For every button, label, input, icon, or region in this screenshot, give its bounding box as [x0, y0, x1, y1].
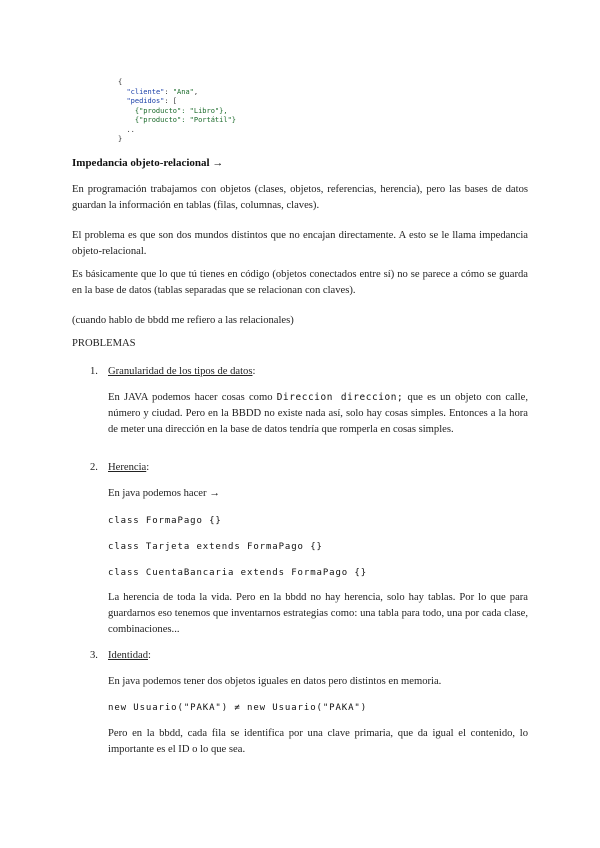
granularidad-text-before: En JAVA podemos hacer cosas como [108, 392, 277, 403]
inline-code-direccion: Direccion direccion; [276, 392, 404, 403]
json-pedidos-key: "pedidos" [126, 97, 165, 105]
json-item-1: {"producto": "Libro"}, [134, 106, 228, 115]
list-title-herencia [108, 462, 149, 473]
list-title-suffix: : [148, 650, 151, 661]
list-title-suffix: : [252, 366, 256, 377]
list-title-text: Granularidad de los tipos de datos [108, 366, 253, 377]
granularidad-paragraph [108, 390, 528, 438]
granularidad-text-after: que es un objeto con calle, número y ciudad. Pero en la BBDD no existe nada así, solo hay cosas simples. Entonces a la hora de meter una dirección en la base de datos tendría que romperla en cosas simples. [108, 392, 528, 435]
intro-paragraph-4: (cuando hablo de bbdd me refiero a las relacionales) [72, 315, 294, 326]
list-title-suffix: : [146, 462, 150, 473]
code-line-usuario: new Usuario("PAKA") ≠ new Usuario("PAKA") [108, 703, 368, 713]
list-title-granularidad [108, 366, 255, 377]
list-title-identidad [108, 650, 151, 661]
list-number-1: 1. [90, 366, 98, 377]
list-number-2: 2. [90, 462, 98, 473]
herencia-paragraph: La herencia de toda la vida. Pero en la bbdd no hay herencia, solo hay tablas. Por lo que para guardarnos eso tenemos que inventarnos estrategias como: una tabla para todo, una por cada clase, combinaciones... [108, 592, 528, 635]
json-item-2: {"producto": "Portátil"} [134, 116, 237, 124]
json-open: { [118, 78, 123, 86]
json-cliente-key: "cliente" [126, 87, 165, 96]
intro-paragraph-1: En programación trabajamos con objetos (clases, objetos, referencias, herencia), pero las bases de datos guardan la información en tablas (filas, columnas, claves). [72, 184, 528, 211]
json-ellipsis: .. [126, 125, 135, 134]
intro-paragraph-3: Es básicamente que lo que tú tienes en código (objetos conectados entre sí) no se parece a cómo se guarda en la base de datos (tablas separadas que se relacionan con claves). [72, 269, 528, 296]
identidad-paragraph: Pero en la bbdd, cada fila se identifica por una clave primaria, que da igual el contenido, lo importante es el ID o lo que sea. [108, 728, 528, 755]
json-close: } [118, 135, 123, 143]
list-title-text: Herencia [108, 462, 147, 473]
json-cliente-value: "Ana" [172, 87, 194, 96]
section-heading: Impedancia objeto-relacional → [72, 157, 224, 169]
json-code-snippet: { "cliente": "Ana", "pedidos": [ {"producto": "Libro"}, {"producto": "Portátil"} .. } [118, 78, 237, 143]
list-number-3: 3. [90, 650, 98, 661]
code-line-tarjeta: class Tarjeta extends FormaPago {} [108, 542, 323, 552]
code-line-formapago: class FormaPago {} [108, 516, 222, 526]
list-title-text: Identidad [108, 650, 149, 661]
herencia-intro: En java podemos hacer → [108, 488, 220, 499]
intro-paragraph-2: El problema es que son dos mundos distintos que no encajan directamente. A esto se le llama impedancia objeto-relacional. [72, 230, 528, 257]
identidad-intro: En java podemos tener dos objetos iguales en datos pero distintos en memoria. [108, 676, 442, 687]
code-line-cuentabancaria: class CuentaBancaria extends FormaPago {} [108, 568, 368, 578]
problems-label: PROBLEMAS [72, 338, 136, 349]
